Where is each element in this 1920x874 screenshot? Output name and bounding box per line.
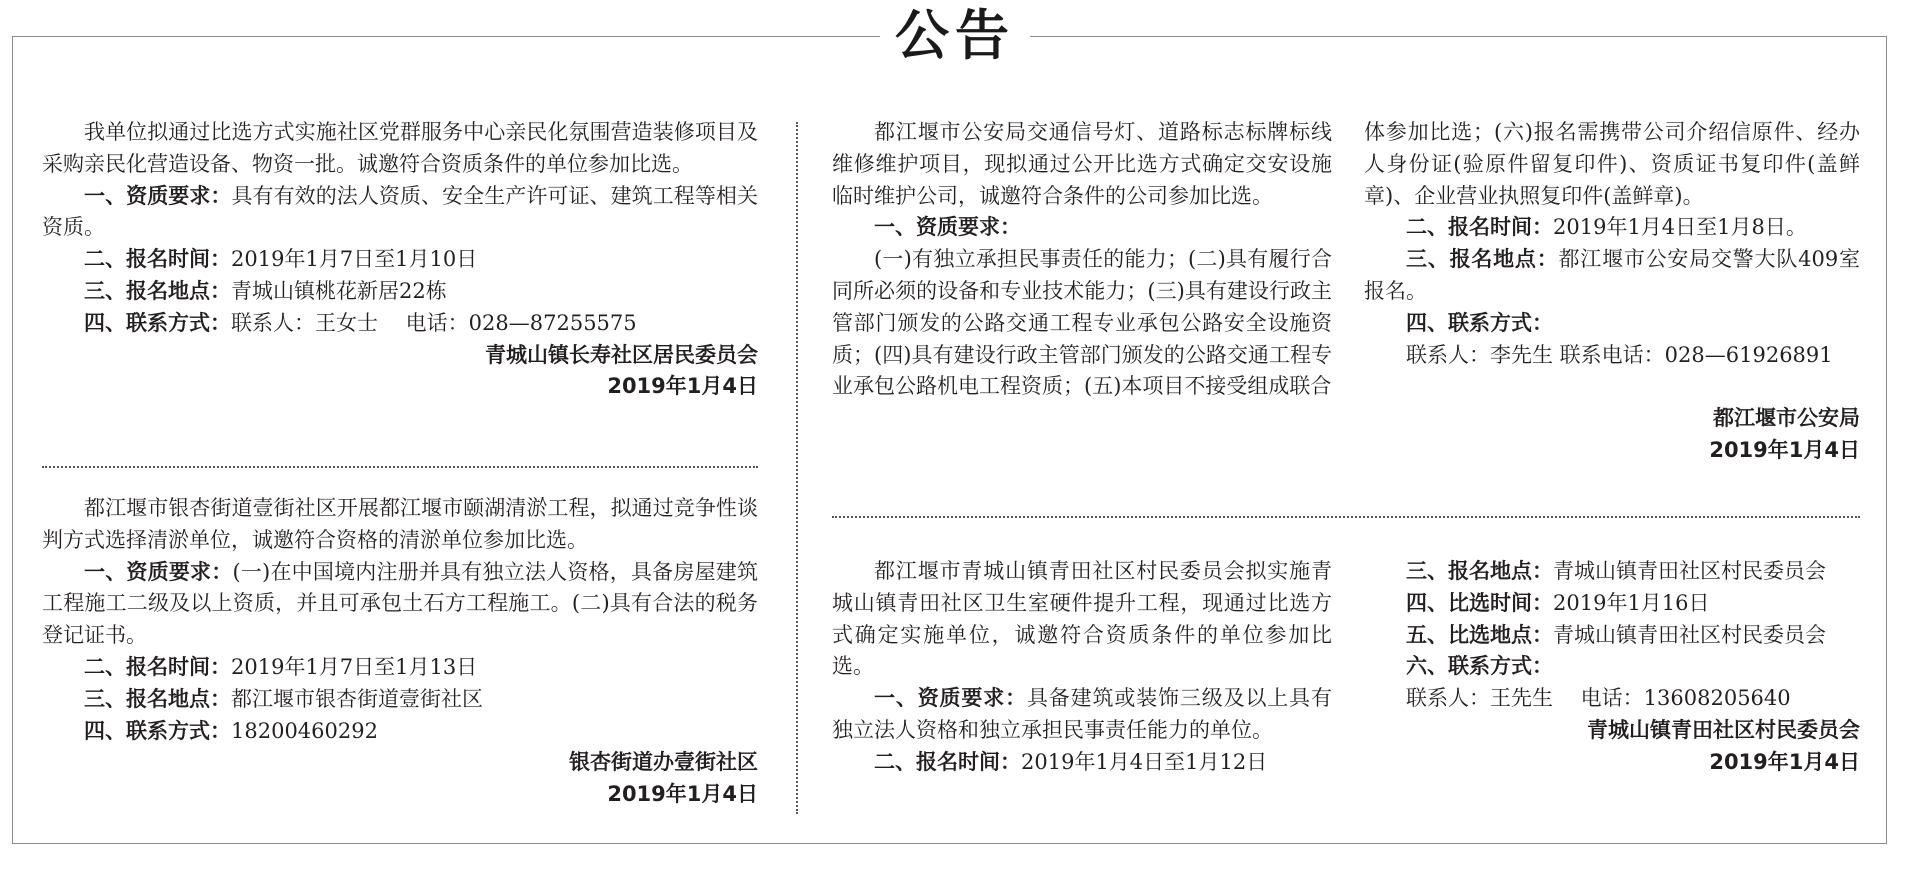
registration-place-value: 青城山镇青田社区村民委员会 [1553, 559, 1826, 583]
column-divider [796, 122, 798, 814]
selection-place [1364, 620, 1860, 652]
notice-intro: 我单位拟通过比选方式实施社区党群服务中心亲民化氛围营造装修项目及采购亲民化营造设备、物资一批。诚邀符合资质条件的单位参加比选。 [42, 120, 758, 176]
registration-time [1364, 212, 1860, 244]
contact-label-line [1364, 651, 1860, 683]
registration-place [42, 684, 758, 716]
registration-time-label: 二、报名时间： [874, 749, 1021, 774]
registration-place-label: 三、报名地点： [1406, 247, 1559, 272]
contact-value: 18200460292 [231, 718, 378, 743]
notice-police-part2 [1364, 117, 1860, 467]
qualification-text: 具有有效的法人资质、安全生产许可证、建筑工程等相关资质。 [42, 183, 758, 240]
qualification-section [42, 557, 758, 652]
contact-label: 四、联系方式： [84, 310, 231, 335]
registration-place-label: 三、报名地点： [84, 686, 231, 711]
qualification-text: (一)有独立承担民事责任的能力；(二)具有履行合同所必须的设备和专业技术能力；(三)具有建设行政主管部门颁发的公路交通工程专业承包公路安全设施资质；(四)具有建设行政主管部门颁发的公路交通工程专业承包公路机电工程资质；(五)本项目不接受组成联合 [832, 247, 1332, 399]
issue-date: 2019年1月4日 [607, 782, 758, 807]
contact-info [42, 716, 758, 748]
qualification-label: 一、资质要求： [874, 686, 1027, 711]
selection-time-value: 2019年1月16日 [1553, 590, 1710, 615]
qualification-label: 一、资质要求： [874, 215, 1021, 240]
registration-time-value: 2019年1月4日至1月8日。 [1553, 215, 1807, 240]
qualification-label-line [832, 212, 1332, 244]
registration-place-value: 青城山镇桃花新居22栋 [231, 278, 447, 303]
qualification-text: (一)在中国境内注册并具有独立法人资格，具备房屋建筑工程施工二级及以上资质，并且可承包土石方工程施工。(二)具有合法的税务登记证书。 [42, 559, 759, 648]
notice-divider-left [42, 466, 758, 468]
registration-place-value: 都江堰市公安局交警大队409室报名。 [1364, 247, 1860, 303]
issue-date: 2019年1月4日 [1709, 749, 1860, 774]
notice-police-part1 [832, 117, 1332, 403]
registration-place-label: 三、报名地点： [84, 278, 231, 303]
issuer-name: 青城山镇青田社区村民委员会 [1587, 717, 1860, 742]
registration-time-label: 二、报名时间： [84, 654, 231, 679]
selection-time [1364, 588, 1860, 620]
issuer-name: 青城山镇长寿社区居民委员会 [485, 342, 758, 367]
registration-time-value: 2019年1月4日至1月12日 [1021, 749, 1268, 774]
contact-label: 四、联系方式： [1406, 310, 1553, 335]
contact-value: 联系人：李先生 联系电话：028—61926891 [1406, 342, 1833, 367]
qualification-section [832, 683, 1332, 747]
qualification-text: 具备建筑或装饰三级及以上具有独立法人资格和独立承担民事责任能力的单位。 [832, 686, 1333, 742]
notice-qingtian-part2 [1364, 556, 1860, 779]
notice-intro: 都江堰市青城山镇青田社区村民委员会拟实施青城山镇青田社区卫生室硬件提升工程，现通过比选方式确定实施单位，诚邀符合资质条件的单位参加比选。 [832, 559, 1332, 679]
registration-time-value: 2019年1月7日至1月10日 [231, 247, 478, 272]
registration-time-value: 2019年1月7日至1月13日 [231, 654, 478, 679]
registration-time [42, 244, 758, 276]
qualification-label: 一、资质要求： [84, 559, 233, 584]
notice-intro: 都江堰市公安局交通信号灯、道路标志标牌标线维修维护项目，现拟通过公开比选方式确定交安设施临时维护公司，诚邀符合条件的公司参加比选。 [832, 120, 1332, 208]
selection-place-label: 五、比选地点： [1406, 622, 1553, 647]
issue-date: 2019年1月4日 [607, 374, 758, 399]
registration-place [42, 276, 758, 308]
selection-time-label: 四、比选时间： [1406, 590, 1553, 615]
qualification-continued: 体参加比选；(六)报名需携带公司介绍信原件、经办人身份证(验原件留复印件)、资质证书复印件(盖鲜章)、企业营业执照复印件(盖鲜章)。 [1364, 120, 1860, 208]
registration-place-label: 三、报名地点： [1406, 559, 1553, 583]
issuer-name: 都江堰市公安局 [1713, 406, 1860, 431]
registration-time-label: 二、报名时间： [84, 247, 231, 272]
registration-place-value: 都江堰市银杏街道壹街社区 [231, 686, 483, 711]
notice-divider-right [832, 516, 1860, 518]
page-title: 公告 [880, 0, 1030, 72]
issue-date: 2019年1月4日 [1709, 437, 1860, 462]
contact-value: 联系人：王女士 电话：028—87255575 [231, 310, 637, 335]
registration-time-label: 二、报名时间： [1406, 215, 1553, 240]
contact-label: 六、联系方式： [1406, 654, 1553, 679]
contact-label-line [1364, 308, 1860, 340]
qualification-label: 一、资质要求： [84, 183, 232, 208]
registration-time [832, 747, 1332, 779]
contact-info [42, 308, 758, 340]
notice-changshou [42, 117, 758, 403]
contact-value: 联系人：王先生 电话：13608205640 [1406, 686, 1791, 711]
selection-place-value: 青城山镇青田社区村民委员会 [1553, 622, 1826, 647]
registration-place [1364, 556, 1860, 588]
contact-label: 四、联系方式： [84, 718, 231, 743]
registration-place [1364, 244, 1860, 308]
qualification-section [42, 181, 758, 245]
issuer-name: 银杏街道办壹街社区 [569, 750, 758, 775]
notice-intro: 都江堰市银杏街道壹街社区开展都江堰市颐湖清淤工程，拟通过竞争性谈判方式选择清淤单位，诚邀符合资格的清淤单位参加比选。 [42, 496, 758, 552]
registration-time [42, 652, 758, 684]
notice-yijie [42, 493, 758, 811]
notice-qingtian-part1 [832, 556, 1332, 779]
